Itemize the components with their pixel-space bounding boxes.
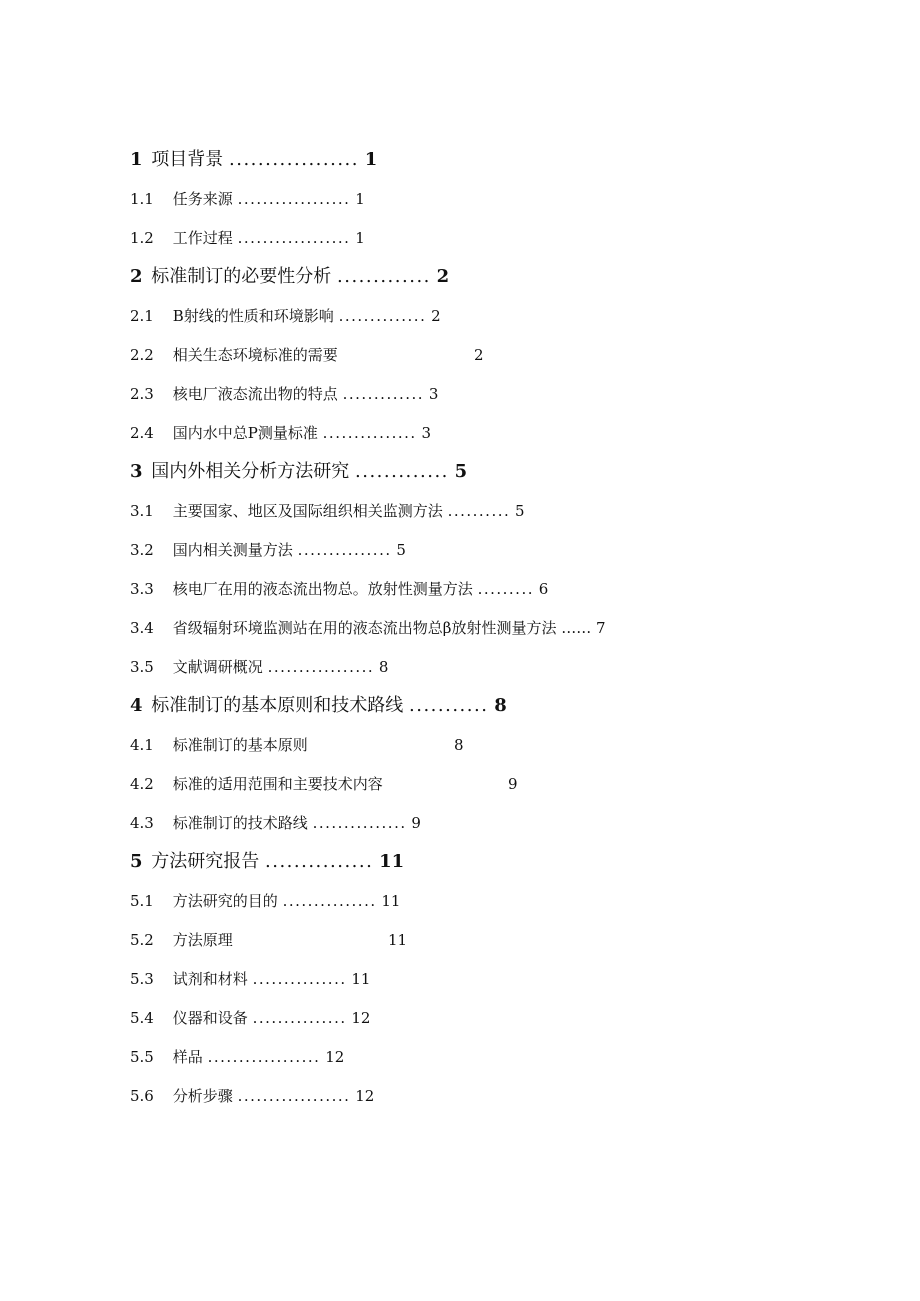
toc-entry-1[interactable] bbox=[130, 150, 750, 189]
toc-entry-5-4[interactable] bbox=[130, 1008, 750, 1047]
toc-entry-number: 3.1 bbox=[130, 502, 154, 520]
toc-entry-title: 方法研究的目的 bbox=[172, 892, 278, 910]
toc-entry-title: B射线的性质和环境影响 bbox=[172, 307, 334, 325]
toc-page-number: 8 bbox=[454, 736, 464, 754]
toc-page-number: 12 bbox=[355, 1087, 375, 1105]
toc-dot-leader: ............... bbox=[282, 892, 377, 910]
toc-dot-leader: .......... bbox=[447, 502, 511, 520]
toc-entry-title: 国内相关测量方法 bbox=[172, 541, 293, 559]
toc-entry-number: 5 bbox=[130, 851, 143, 872]
toc-dot-leader: .................. bbox=[237, 190, 351, 208]
toc-entry-number: 3 bbox=[130, 461, 143, 482]
toc-entry-1-1[interactable] bbox=[130, 189, 750, 228]
toc-entry-5-2[interactable] bbox=[130, 930, 750, 969]
toc-entry-number: 5.3 bbox=[130, 970, 154, 988]
toc-page-number: 2 bbox=[436, 266, 450, 287]
toc-entry-title: 国内外相关分析方法研究 bbox=[151, 461, 350, 482]
toc-dot-leader: ............... bbox=[252, 1009, 347, 1027]
toc-entry-4-1[interactable] bbox=[130, 735, 750, 774]
toc-entry-number: 4 bbox=[130, 695, 143, 716]
toc-dot-leader: .................. bbox=[237, 1087, 351, 1105]
toc-page-number: 8 bbox=[494, 695, 507, 716]
toc-page-number: 11 bbox=[388, 931, 408, 949]
toc-entry-number: 1.2 bbox=[130, 229, 154, 247]
toc-dot-leader: ............. bbox=[355, 461, 449, 482]
toc-page-number: 9 bbox=[508, 775, 518, 793]
toc-entry-4[interactable] bbox=[130, 696, 750, 735]
toc-dot-leader: ............... bbox=[322, 424, 417, 442]
toc-entry-1-2[interactable] bbox=[130, 228, 750, 267]
toc-entry-number: 3.5 bbox=[130, 658, 154, 676]
toc-entry-number: 4.1 bbox=[130, 736, 154, 754]
toc-entry-title: 文献调研概况 bbox=[172, 658, 263, 676]
toc-entry-number: 4.2 bbox=[130, 775, 154, 793]
toc-dot-leader: ............... bbox=[252, 970, 347, 988]
toc-entry-number: 3.3 bbox=[130, 580, 154, 598]
toc-dot-leader: .................. bbox=[207, 1048, 321, 1066]
toc-entry-title: 省级辐射环境监测站在用的液态流出物总β放射性测量方法 bbox=[172, 619, 557, 637]
toc-entry-2[interactable] bbox=[130, 267, 750, 306]
toc-entry-5-6[interactable] bbox=[130, 1086, 750, 1125]
toc-page-number: 11 bbox=[381, 892, 401, 910]
toc-entry-number: 4.3 bbox=[130, 814, 154, 832]
toc-entry-title: 方法研究报告 bbox=[151, 851, 260, 872]
toc-page-number: 8 bbox=[378, 658, 389, 676]
toc-entry-title: 工作过程 bbox=[172, 229, 233, 247]
toc-entry-number: 1 bbox=[130, 149, 143, 170]
toc-entry-3-2[interactable] bbox=[130, 540, 750, 579]
toc-entry-title: 标准的适用范围和主要技术内容 bbox=[172, 775, 383, 793]
toc-entry-title: 核电厂液态流出物的特点 bbox=[172, 385, 338, 403]
toc-page-number: 3 bbox=[428, 385, 439, 403]
toc-entry-number: 5.2 bbox=[130, 931, 154, 949]
toc-entry-title: 方法原理 bbox=[172, 931, 233, 949]
toc-entry-number: 3.2 bbox=[130, 541, 154, 559]
toc-dot-leader: .............. bbox=[338, 307, 427, 325]
toc-entry-5-1[interactable] bbox=[130, 891, 750, 930]
toc-entry-number: 1.1 bbox=[130, 190, 154, 208]
toc-entry-title: 仪器和设备 bbox=[172, 1009, 248, 1027]
toc-entry-title: 任务来源 bbox=[172, 190, 233, 208]
toc-page-number: 11 bbox=[379, 851, 405, 872]
toc-page-number: 11 bbox=[351, 970, 371, 988]
toc-page-number: 1 bbox=[355, 190, 365, 208]
toc-entry-title: 相关生态环境标准的需要 bbox=[172, 346, 338, 364]
toc-entry-title: 样品 bbox=[172, 1048, 203, 1066]
toc-entry-number: 2.4 bbox=[130, 424, 154, 442]
toc-entry-2-1[interactable] bbox=[130, 306, 750, 345]
toc-entry-5-5[interactable] bbox=[130, 1047, 750, 1086]
toc-entry-number: 3.4 bbox=[130, 619, 154, 637]
toc-page-number: 6 bbox=[538, 580, 549, 598]
toc-dot-leader: ............... bbox=[297, 541, 392, 559]
toc-entry-3-4[interactable] bbox=[130, 618, 750, 657]
toc-entry-number: 5.6 bbox=[130, 1087, 154, 1105]
toc-dot-leader: ................. bbox=[267, 658, 375, 676]
toc-page-number: 1 bbox=[364, 149, 378, 170]
toc-entry-number: 2 bbox=[130, 266, 143, 287]
toc-entry-number: 2.1 bbox=[130, 307, 154, 325]
toc-entry-title: 国内水中总P测量标准 bbox=[172, 424, 318, 442]
toc-dot-leader: ............... bbox=[265, 851, 374, 872]
toc-page-number: 9 bbox=[411, 814, 421, 832]
toc-entry-3-5[interactable] bbox=[130, 657, 750, 696]
toc-entry-number: 5.5 bbox=[130, 1048, 154, 1066]
toc-entry-3[interactable] bbox=[130, 462, 750, 501]
toc-entry-number: 5.1 bbox=[130, 892, 154, 910]
toc-dot-leader: ......... bbox=[477, 580, 534, 598]
toc-entry-4-3[interactable] bbox=[130, 813, 750, 852]
toc-entry-title: 试剂和材料 bbox=[172, 970, 248, 988]
toc-page-number: 5 bbox=[396, 541, 406, 559]
toc-dot-leader: .................. bbox=[237, 229, 351, 247]
toc-entry-title: 标准制订的技术路线 bbox=[172, 814, 308, 832]
toc-dot-leader: .................. bbox=[229, 149, 359, 170]
toc-dot-leader: …… bbox=[561, 619, 592, 637]
toc-page-number: 12 bbox=[325, 1048, 345, 1066]
toc-entry-title: 标准制订的基本原则 bbox=[172, 736, 308, 754]
toc-entry-5-3[interactable] bbox=[130, 969, 750, 1008]
toc-page-number: 1 bbox=[355, 229, 365, 247]
toc-dot-leader: ............. bbox=[342, 385, 425, 403]
toc-entry-title: 核电厂在用的液态流出物总。放射性测量方法 bbox=[172, 580, 473, 598]
toc-entry-title: 标准制订的基本原则和技术路线 bbox=[151, 695, 404, 716]
toc-entry-2-2[interactable] bbox=[130, 345, 750, 384]
toc-entry-number: 5.4 bbox=[130, 1009, 154, 1027]
toc-page-number: 7 bbox=[596, 619, 606, 637]
table-of-contents bbox=[130, 150, 750, 1125]
toc-entry-title: 主要国家、地区及国际组织相关监测方法 bbox=[172, 502, 443, 520]
toc-entry-4-2[interactable] bbox=[130, 774, 750, 813]
toc-entry-2-4[interactable] bbox=[130, 423, 750, 462]
toc-entry-3-3[interactable] bbox=[130, 579, 750, 618]
toc-page-number: 5 bbox=[454, 461, 468, 482]
toc-dot-leader: ............... bbox=[312, 814, 407, 832]
toc-entry-number: 2.2 bbox=[130, 346, 154, 364]
toc-entry-title: 项目背景 bbox=[151, 149, 224, 170]
toc-entry-number: 2.3 bbox=[130, 385, 154, 403]
toc-page-number: 2 bbox=[474, 346, 484, 364]
toc-dot-leader: ............. bbox=[337, 266, 431, 287]
toc-entry-5[interactable] bbox=[130, 852, 750, 891]
toc-entry-title: 分析步骤 bbox=[172, 1087, 233, 1105]
toc-page-number: 12 bbox=[351, 1009, 371, 1027]
toc-entry-2-3[interactable] bbox=[130, 384, 750, 423]
toc-page-number: 2 bbox=[431, 307, 441, 325]
toc-page-number: 3 bbox=[421, 424, 432, 442]
toc-dot-leader: ........... bbox=[409, 695, 489, 716]
toc-page-number: 5 bbox=[515, 502, 525, 520]
toc-entry-title: 标准制订的必要性分析 bbox=[151, 266, 332, 287]
toc-entry-3-1[interactable] bbox=[130, 501, 750, 540]
